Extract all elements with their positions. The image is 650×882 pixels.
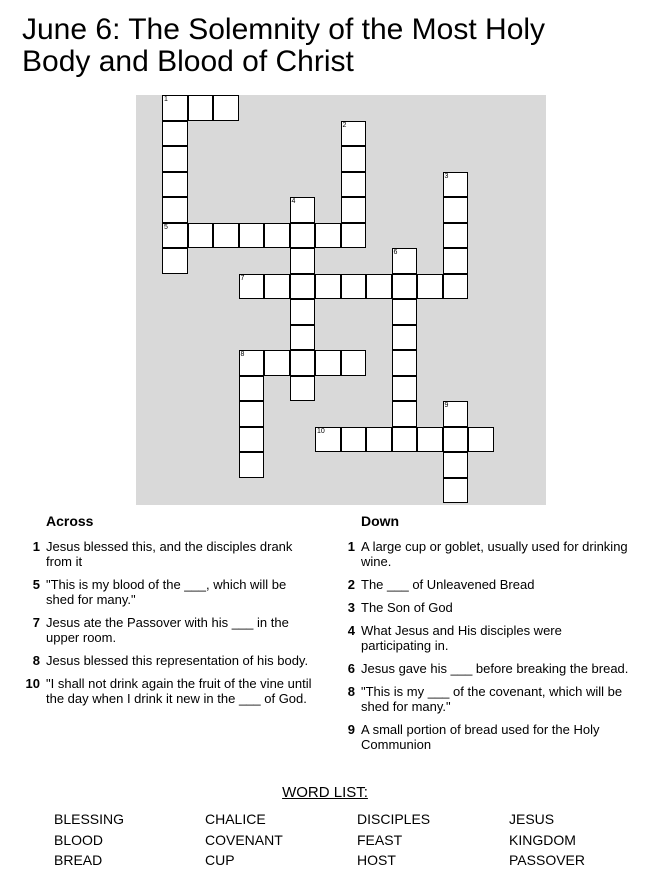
cell-number: 2 bbox=[342, 121, 347, 129]
cell-number: 5 bbox=[164, 223, 168, 231]
crossword-cell[interactable] bbox=[341, 274, 367, 300]
crossword-cell[interactable] bbox=[392, 427, 418, 453]
word-list-item: BLOOD bbox=[54, 832, 104, 848]
down-clues bbox=[339, 539, 629, 760]
clue-number: 1 bbox=[32, 539, 40, 554]
crossword-cell[interactable] bbox=[315, 427, 341, 453]
crossword-cell[interactable] bbox=[239, 452, 265, 478]
crossword-cell[interactable] bbox=[341, 172, 367, 198]
crossword-cell[interactable] bbox=[392, 248, 418, 274]
crossword-cell[interactable] bbox=[213, 95, 239, 121]
across-clues bbox=[24, 539, 316, 714]
crossword-cell[interactable] bbox=[468, 427, 494, 453]
word-list-item: FEAST bbox=[357, 832, 403, 848]
clue-text: Jesus ate the Passover with his ___ in the upper room. bbox=[46, 615, 289, 645]
crossword-cell[interactable] bbox=[443, 427, 469, 453]
crossword-cell[interactable] bbox=[417, 427, 443, 453]
crossword-cell[interactable] bbox=[264, 223, 290, 249]
page-title bbox=[22, 14, 632, 78]
across-heading: Across bbox=[46, 513, 94, 529]
crossword-cell[interactable] bbox=[443, 223, 469, 249]
crossword-cell[interactable] bbox=[239, 223, 265, 249]
cell-number: 6 bbox=[393, 249, 398, 256]
cell-number: 4 bbox=[291, 198, 296, 205]
down-clue-8 bbox=[339, 684, 629, 714]
crossword-cell[interactable] bbox=[443, 172, 469, 198]
crossword-cell[interactable] bbox=[341, 223, 367, 249]
down-clue-4 bbox=[339, 623, 629, 653]
crossword-cell[interactable] bbox=[392, 325, 418, 351]
clue-text: "This is my ___ of the covenant, which will be shed for many." bbox=[361, 684, 623, 714]
clue-text: "This is my blood of the ___, which will be shed for many." bbox=[46, 577, 287, 607]
crossword-cell[interactable] bbox=[392, 350, 418, 376]
clue-number: 8 bbox=[347, 684, 355, 699]
across-clue-8 bbox=[24, 653, 316, 668]
crossword-cell[interactable] bbox=[290, 376, 316, 402]
clue-number: 5 bbox=[32, 577, 40, 592]
crossword-cell[interactable] bbox=[392, 274, 418, 300]
crossword-cell[interactable] bbox=[392, 376, 418, 402]
crossword-cell[interactable] bbox=[162, 248, 188, 274]
crossword-cell[interactable] bbox=[290, 299, 316, 325]
crossword-cell[interactable] bbox=[341, 121, 367, 147]
crossword-cell[interactable] bbox=[213, 223, 239, 249]
crossword-cell[interactable] bbox=[417, 274, 443, 300]
clue-number: 3 bbox=[347, 600, 355, 615]
crossword-cell[interactable] bbox=[315, 350, 341, 376]
crossword-cell[interactable] bbox=[290, 248, 316, 274]
clue-text: The Son of God bbox=[361, 600, 453, 615]
crossword-cell[interactable] bbox=[290, 274, 316, 300]
clue-text: Jesus blessed this representation of his body. bbox=[46, 653, 309, 668]
crossword-cell[interactable] bbox=[239, 274, 265, 300]
cell-number: 7 bbox=[240, 274, 245, 282]
crossword-cell[interactable] bbox=[443, 274, 469, 300]
word-list-item: KINGDOM bbox=[509, 832, 576, 848]
down-heading: Down bbox=[361, 513, 400, 529]
crossword-cell[interactable] bbox=[443, 401, 469, 427]
clue-number: 1 bbox=[347, 539, 355, 554]
crossword-cell[interactable] bbox=[315, 223, 341, 249]
clue-text: "I shall not drink again the fruit of the vine until the day when I drink it new in the ___ of God. bbox=[46, 676, 312, 706]
crossword-cell[interactable] bbox=[392, 401, 418, 427]
crossword-cell[interactable] bbox=[443, 248, 469, 274]
clue-number: 6 bbox=[347, 661, 355, 676]
crossword-cell[interactable] bbox=[443, 478, 469, 504]
crossword-cell[interactable] bbox=[290, 325, 316, 351]
crossword-cell[interactable] bbox=[290, 350, 316, 376]
word-list-item: DISCIPLES bbox=[357, 811, 431, 827]
crossword-cell[interactable] bbox=[341, 146, 367, 172]
cell-number: 10 bbox=[317, 427, 325, 435]
cell-number: 1 bbox=[164, 96, 168, 103]
clue-number: 7 bbox=[32, 615, 40, 630]
cell-number: 8 bbox=[240, 351, 245, 358]
cell-number: 9 bbox=[444, 402, 449, 409]
cell-number: 3 bbox=[444, 172, 449, 180]
crossword-cell[interactable] bbox=[239, 401, 265, 427]
crossword-cell[interactable] bbox=[162, 146, 188, 172]
clue-text: What Jesus and His disciples were participating in. bbox=[361, 623, 562, 653]
word-list-item: JESUS bbox=[509, 811, 555, 827]
down-clue-6 bbox=[339, 661, 629, 676]
down-clue-9 bbox=[339, 722, 629, 752]
down-clue-3 bbox=[339, 600, 629, 615]
crossword-cell[interactable] bbox=[341, 197, 367, 223]
word-list-item: BREAD bbox=[54, 852, 103, 868]
crossword-cell[interactable] bbox=[162, 95, 188, 121]
crossword-cell[interactable] bbox=[162, 223, 188, 249]
down-clue-1 bbox=[339, 539, 629, 569]
clue-number: 9 bbox=[347, 722, 355, 737]
crossword-cell[interactable] bbox=[162, 121, 188, 147]
word-list-item: CUP bbox=[205, 852, 235, 868]
down-clue-2 bbox=[339, 577, 629, 592]
word-list-item: HOST bbox=[357, 852, 396, 868]
across-clue-5 bbox=[24, 577, 316, 607]
across-clue-10 bbox=[24, 676, 316, 706]
clue-text: Jesus gave his ___ before breaking the bread. bbox=[361, 661, 629, 676]
word-list-item: PASSOVER bbox=[509, 852, 585, 868]
crossword-cell[interactable] bbox=[162, 197, 188, 223]
crossword-cell[interactable] bbox=[366, 427, 392, 453]
clue-text: A large cup or goblet, usually used for drinking wine. bbox=[361, 539, 628, 569]
title-line-1: June 6: The Solemnity of the Most Holy bbox=[22, 13, 546, 46]
crossword-cell[interactable] bbox=[162, 172, 188, 198]
crossword-cell[interactable] bbox=[239, 376, 265, 402]
crossword-cell[interactable] bbox=[392, 299, 418, 325]
clue-number: 10 bbox=[25, 676, 40, 691]
crossword-cell[interactable] bbox=[443, 452, 469, 478]
clue-number: 4 bbox=[347, 623, 355, 638]
crossword-cell[interactable] bbox=[443, 197, 469, 223]
crossword-cell[interactable] bbox=[290, 223, 316, 249]
crossword-cell[interactable] bbox=[239, 427, 265, 453]
clue-number: 8 bbox=[32, 653, 40, 668]
crossword-cell[interactable] bbox=[264, 350, 290, 376]
crossword-cell[interactable] bbox=[341, 427, 367, 453]
clue-text: A small portion of bread used for the Holy Communion bbox=[361, 722, 600, 752]
title-line-2: Body and Blood of Christ bbox=[22, 45, 354, 78]
crossword-cell[interactable] bbox=[341, 350, 367, 376]
across-clue-7 bbox=[24, 615, 316, 645]
word-list-item: BLESSING bbox=[54, 811, 125, 827]
word-list-item: COVENANT bbox=[205, 832, 283, 848]
crossword-cell[interactable] bbox=[366, 274, 392, 300]
crossword-cell[interactable] bbox=[239, 350, 265, 376]
word-list-item: CHALICE bbox=[205, 811, 266, 827]
across-clue-1 bbox=[24, 539, 316, 569]
crossword-cell[interactable] bbox=[264, 274, 290, 300]
word-list-title: WORD LIST: bbox=[282, 784, 368, 801]
clue-text: Jesus blessed this, and the disciples drank from it bbox=[46, 539, 293, 569]
crossword-cell[interactable] bbox=[188, 223, 214, 249]
crossword-cell[interactable] bbox=[315, 274, 341, 300]
clue-text: The ___ of Unleavened Bread bbox=[361, 577, 535, 592]
crossword-cell[interactable] bbox=[188, 95, 214, 121]
crossword-cell[interactable] bbox=[290, 197, 316, 223]
clue-number: 2 bbox=[347, 577, 355, 592]
